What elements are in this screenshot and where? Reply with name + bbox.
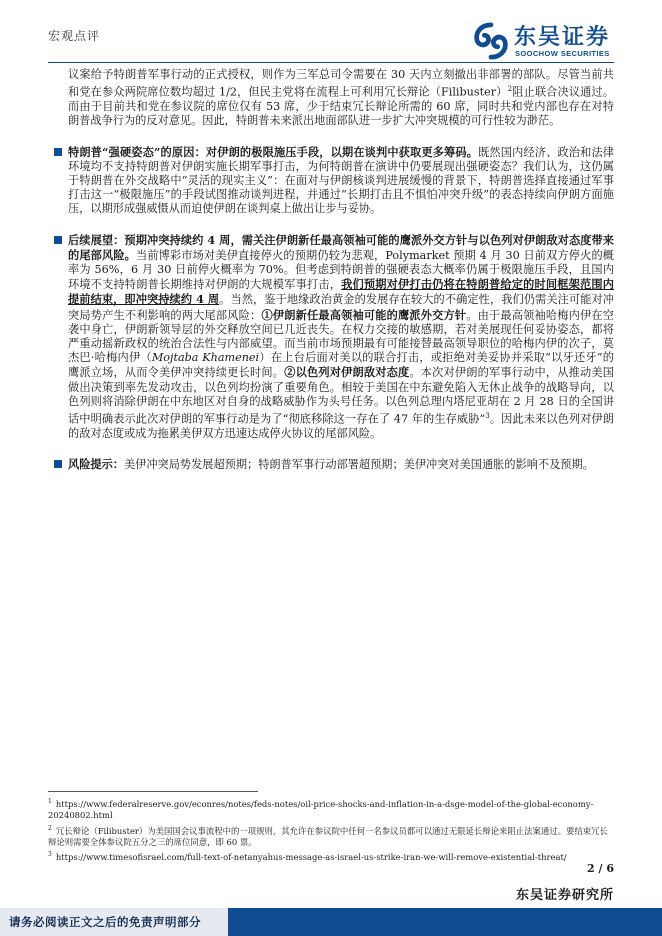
- footnote-ref: 3: [485, 412, 490, 420]
- paragraph: [54, 145, 614, 217]
- text-run: 阻止联合决议通过。而由于目前共和党在参议院的席位仅有 53 席，少于结束冗长辩论所需的 60 席，同时共和党内部也存在对特朗普战争行为的反对意见。因此，特朗普未来派出地面部队进一步扩大冲突规模的可行性较为渺茫。: [68, 85, 614, 128]
- paragraph: [54, 233, 614, 442]
- paragraph: [54, 457, 614, 472]
- footnotes: [48, 796, 614, 864]
- brand-logo: [472, 20, 622, 60]
- footnote-divider: [48, 791, 258, 792]
- footnote-number: 3: [48, 851, 52, 859]
- section-tag: 宏观点评: [48, 29, 101, 43]
- footer-disclaimer-tab: [0, 908, 228, 936]
- text-run: 既然国内经济、政治和法律环境均不支持特朗普对伊朗实施长期军事打击，为何特朗普在演讲中仍要展现出强硬姿态？我们认为，这仍属于特朗普在外交战略中“灵活的现实主义”：在面对与伊朗核谈判进展缓慢的背景下，特朗普选择直接通过军事打击这一“极限施压”的手段试图推动谈判进程，并通过“长期打击且不惧怕冲突升级”的表态持续向伊朗方面施压，以期形成强威慑从而迫使伊朗在谈判桌上做出让步与妥协。: [68, 145, 614, 216]
- text-run: 议案给予特朗普军事行动的正式授权，则作为三军总司令需要在 30 天内立刻撤出非部署的部队。尽管当前共和党在参众两院席位数均超过 1/2，但民主党将在流程上可利用冗长辩论（Filibuster）: [68, 68, 614, 99]
- logo-english-name: SOOCHOW SECURITIES: [515, 49, 610, 58]
- page-number: 2 / 6: [587, 862, 614, 875]
- text-run: 风险提示：: [68, 457, 124, 472]
- footnote: [48, 823, 614, 849]
- text-run: Mojtaba Khamenei: [151, 351, 260, 365]
- soochow-swirl-icon: [472, 22, 510, 60]
- bullet-square-icon: [54, 460, 62, 468]
- footnote: [48, 796, 614, 822]
- text-run: 。当然，鉴于地缘政治黄金的发展存在较大的不确定性，我们仍需关注可能对冲突局势产生不利影响的两大尾部风险：: [68, 293, 614, 322]
- text-run: ）在上台后面对美以的联合打击，或拒绝对美妥协并采取“以牙还牙”的鹰派立场，从而令美伊冲突持续更长时间。: [68, 351, 614, 380]
- paragraph: [54, 68, 614, 129]
- main-content: [54, 68, 614, 472]
- disclaimer-notice: 请务必阅读正文之后的免责声明部分: [9, 915, 201, 929]
- bullet-square-icon: [54, 148, 62, 156]
- text-run: 。由于最高领袖哈梅内伊在空袭中身亡，伊朗新领导层的外交释放空间已几近丧失。在权力交接的敏感期，若对美展现任何妥协姿态，都将严重动摇新政权的统治合法性与内部威望。而当前市场预期最有可能接替最高领导职位的哈梅内伊的次子，莫杰巴·哈梅内伊（: [68, 308, 614, 365]
- header-divider: [48, 62, 614, 63]
- text-run: 当前博彩市场对美伊直接停火的预期仍较为悲观，Polymarket 预期 4 月 30 日前双方停火的概率为 56%，6 月 30 日前停火概率为 70%。但考虑到特朗普的强硬表态大概率仍属于极限施压手段，且国内环境不支持特朗普长期维持对伊朗的大规模军事打击，: [68, 248, 614, 292]
- footnote-number: 2: [48, 824, 52, 832]
- footnote-text: 冗长辩论（Filibuster）为美国国会议事流程中的一项规则，其允许在参议院中任何一名参议员都可以通过无限延长辩论来阻止法案通过。要结束冗长辩论则需要全体参议院五分之三的席位同意，即 60 票。: [48, 825, 608, 847]
- footnote-number: 1: [48, 798, 52, 805]
- text-run: 我们预期对伊打击仍将在特朗普给定的时间框架范围内提前结束，即冲突持续约 4 周: [68, 277, 614, 307]
- text-run: 特朗普“强硬姿态”的原因：对伊朗的极限施压手段，以期在谈判中获取更多筹码。: [68, 144, 479, 159]
- logo-chinese-name: 东吴证券: [514, 25, 611, 50]
- footnote-ref: 2: [507, 85, 513, 94]
- text-run: ①伊朗新任最高领袖可能的鹰派外交方针: [261, 307, 467, 322]
- footnote: [48, 849, 614, 863]
- footer-bar: [0, 908, 662, 936]
- footnote-text: https://www.timesofisrael.com/full-text-of-netanyahus-message-as-israel-us-strike-iran-we-will-remove-existential-threat/: [55, 852, 567, 863]
- footnote-text: https://www.federalreserve.gov/econres/notes/feds-notes/oil-price-shocks-and-inflation-in-a-dsge-model-of-the-global-economy-20240802.html: [48, 798, 594, 821]
- text-run: 后续展望：预期冲突持续约 4 周，需关注伊朗新任最高领袖可能的鹰派外交方针与以色列对伊朗敌对态度带来的尾部风险。: [68, 232, 614, 262]
- text-run: 。因此未来以色列对伊朗的敌对态度或成为拖累美伊双方迅速达成停火协议的尾部风险。: [68, 412, 614, 440]
- research-institute-name: 东吴证券研究所: [515, 888, 614, 903]
- bullet-square-icon: [54, 236, 62, 244]
- text-run: ②以色列对伊朗敌对态度: [284, 365, 410, 380]
- text-run: 。本次对伊朗的军事行动中，从推动美国做出决策到率先发动攻击，以色列均扮演了重要角色。相较于美国在中东避免陷入无休止战争的战略导向，以色列则将消除伊朗在中东地区对自身的战略威胁作为头号任务。以色列总理内塔尼亚胡在 2 月 28 日的全国讲话中明确表示此次对伊朗的军事行动是为了“彻底移除这一存在了 47 年的生存威胁”: [68, 366, 614, 426]
- text-run: 美伊冲突局势发展超预期；特朗普军事行动部署超预期；美伊冲突对美国通胀的影响不及预期。: [123, 458, 594, 472]
